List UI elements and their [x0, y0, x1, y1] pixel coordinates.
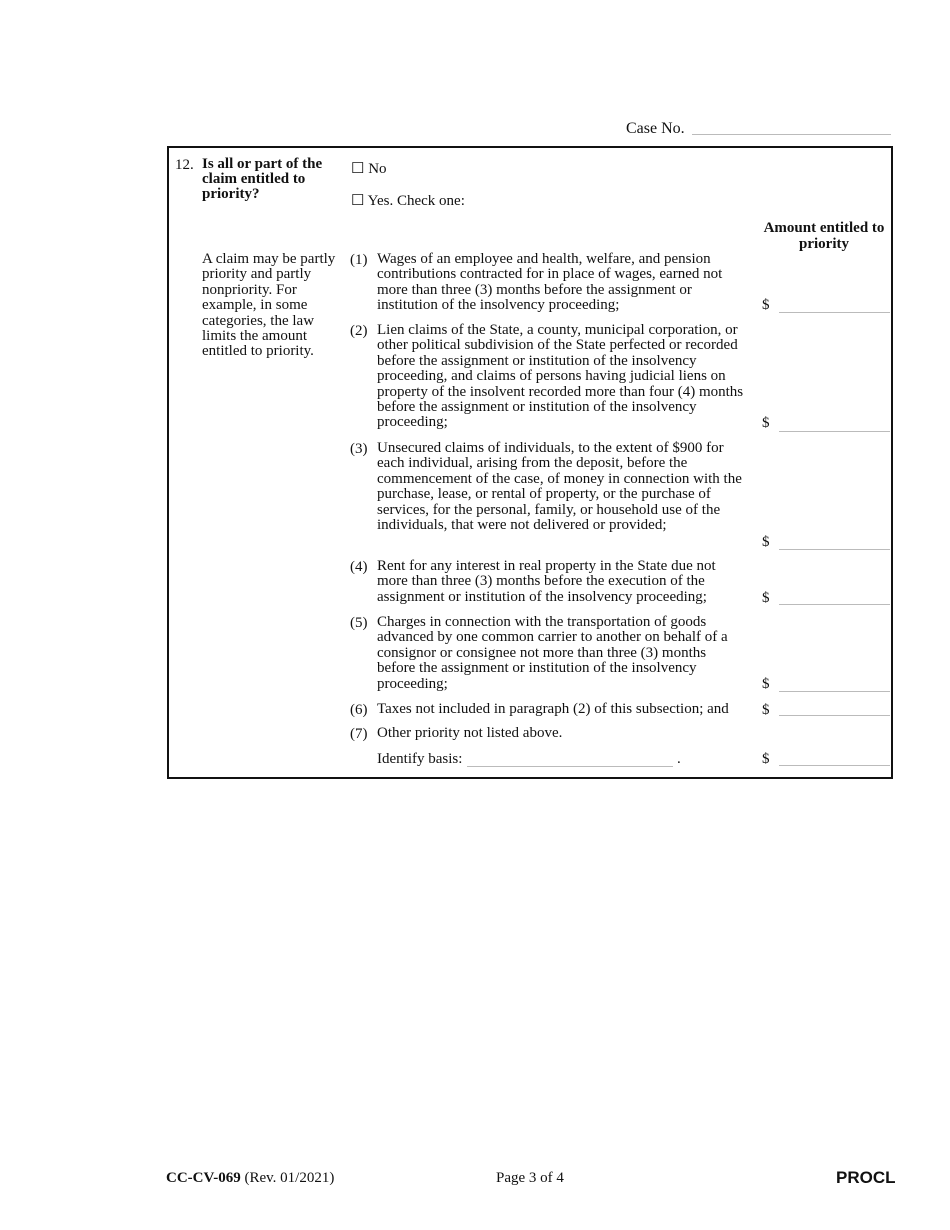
item-number: (2) — [350, 323, 368, 339]
item-text: Taxes not included in paragraph (2) of this subsection; and — [377, 701, 729, 717]
dollar-sign: $ — [762, 751, 770, 767]
item-number: (5) — [350, 615, 368, 631]
dollar-sign: $ — [762, 415, 770, 431]
form-code: PROCL — [836, 1168, 896, 1187]
identify-basis-label: Identify basis: — [377, 751, 463, 767]
dollar-sign: $ — [762, 676, 770, 692]
item-text: Lien claims of the State, a county, municipal corporation, or other political subdivision of the State perfected or recorded before the assignment or institution of the insolvency proceeding, and claims of persons having judicial liens on property of the insolvent recorded more than four (4) months before the assignment or institution of the insolvency proceeding; — [377, 322, 744, 431]
amount-column-header: Amount entitled to priority — [763, 220, 885, 252]
amount-field-3[interactable] — [779, 549, 890, 550]
amount-field-1[interactable] — [779, 312, 890, 313]
item-number: (4) — [350, 559, 368, 575]
item-text: Unsecured claims of individuals, to the extent of $900 for each individual, arising from the deposit, before the commencement of the case, of money in connection with the purchase, lease, or rental of property, or the purchase of services, for the personal, family, or household use of the individuals, that were not delivered or provided; — [377, 440, 742, 534]
item-number: (6) — [350, 702, 368, 718]
amount-field-4[interactable] — [779, 604, 890, 605]
dollar-sign: $ — [762, 590, 770, 606]
item-text: Other priority not listed above. — [377, 725, 563, 741]
page-number: Page 3 of 4 — [496, 1170, 564, 1186]
question-title: Is all or part of the claim entitled to priority? — [202, 156, 323, 202]
question-note: A claim may be partly priority and partly nonpriority. For example, in some categories, the law limits the amount entitled to priority. — [202, 251, 336, 360]
amount-field-5[interactable] — [779, 691, 890, 692]
identify-basis-period: . — [677, 751, 681, 767]
identify-basis-field[interactable] — [467, 766, 673, 767]
amount-field-7[interactable] — [779, 765, 890, 766]
question-number: 12. — [175, 157, 194, 173]
dollar-sign: $ — [762, 702, 770, 718]
amount-field-2[interactable] — [779, 431, 890, 432]
option-no-checkbox[interactable]: ☐ No — [351, 161, 387, 177]
dollar-sign: $ — [762, 534, 770, 550]
form-identifier — [166, 1170, 334, 1187]
case-number-label: Case No. — [626, 120, 685, 137]
item-text: Rent for any interest in real property in the State due not more than three (3) months before the execution of the assignment or institution of the insolvency proceeding; — [377, 558, 716, 605]
form-revision: (Rev. 01/2021) — [244, 1170, 335, 1186]
item-text: Charges in connection with the transportation of goods advanced by one common carrier to another on behalf of a consignor or consignee not more than three (3) months before the assignment or institution of the insolvency proceeding; — [377, 614, 728, 692]
dollar-sign: $ — [762, 297, 770, 313]
item-number: (3) — [350, 441, 368, 457]
option-yes-checkbox[interactable]: ☐ Yes. Check one: — [351, 193, 465, 209]
item-number: (1) — [350, 252, 368, 268]
amount-field-6[interactable] — [779, 715, 890, 716]
item-number: (7) — [350, 726, 368, 742]
item-text: Wages of an employee and health, welfare, and pension contributions contracted for in place of wages, earned not more than three (3) months before the assignment or institution of the insolvency proceeding; — [377, 251, 723, 314]
form-id: CC-CV-069 — [166, 1170, 241, 1186]
case-number-field[interactable] — [692, 134, 891, 135]
